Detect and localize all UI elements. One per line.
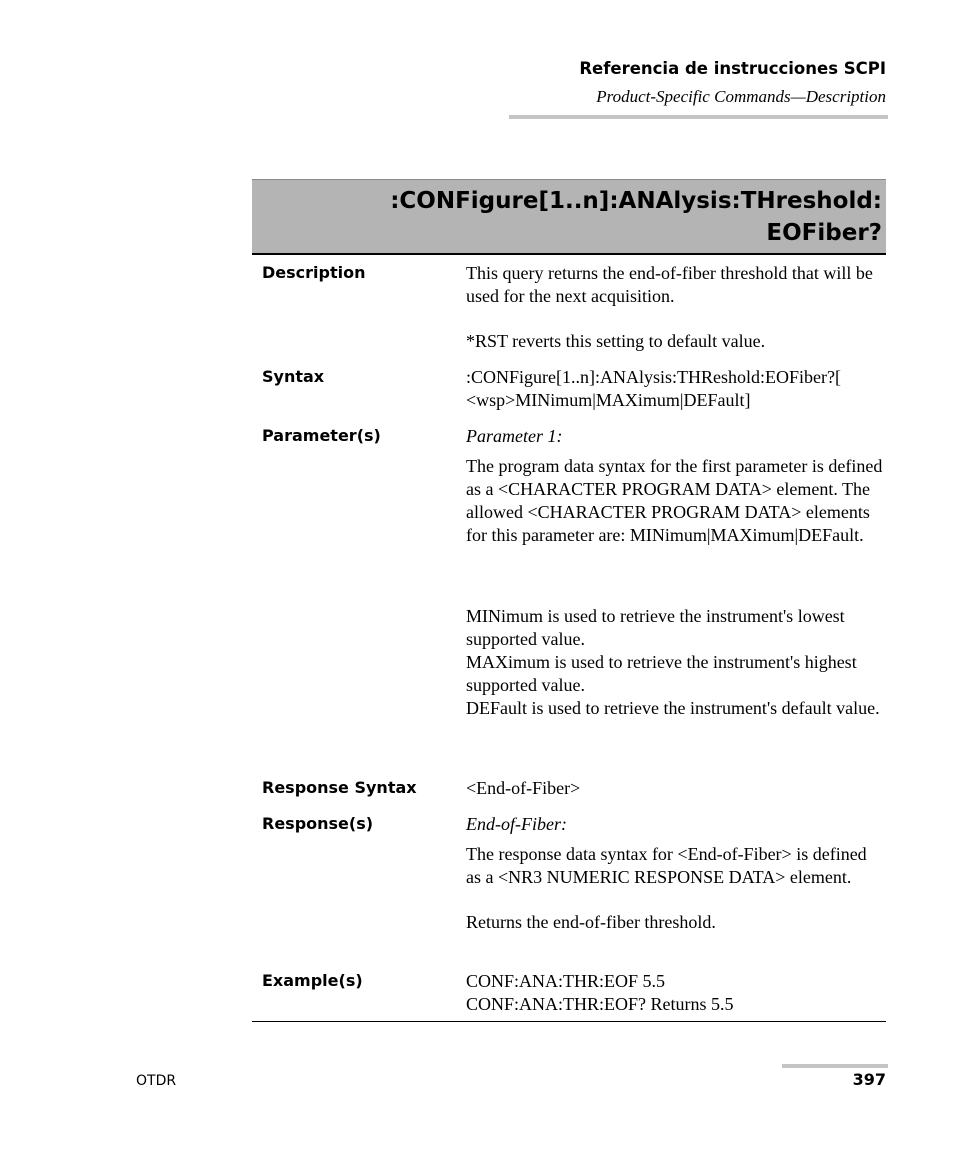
label-parameters: Parameter(s) [262,426,381,445]
response-definition: The response data syntax for <End-of-Fiber> is defined as a <NR3 NUMERIC RESPONSE DATA> element. [466,844,867,887]
table-bottom-rule [252,1021,886,1022]
content-examples [466,970,884,1016]
description-rst-note: *RST reverts this setting to default value. [466,331,766,351]
chapter-title: Referencia de instrucciones SCPI [579,59,886,78]
example-line-1: CONF:ANA:THR:EOF 5.5 [466,971,666,991]
label-examples: Example(s) [262,971,363,990]
parameter-maximum: MAXimum is used to retrieve the instrument's highest supported value. [466,652,857,695]
section-title: Product-Specific Commands—Description [596,87,886,106]
syntax-line-1: :CONFigure[1..n]:ANAlysis:THReshold:EOFiber?[ [466,367,841,387]
label-syntax: Syntax [262,367,325,386]
footer-product: OTDR [136,1073,177,1089]
label-description: Description [262,263,366,282]
response-heading: End-of-Fiber: [466,814,567,834]
content-parameters [466,425,884,720]
running-header [579,58,886,108]
header-rule [509,115,888,119]
footer-rule [782,1064,888,1068]
content-response-syntax [466,777,884,800]
content-syntax [466,366,884,412]
syntax-line-2: <wsp>MINimum|MAXimum|DEFault] [466,390,751,410]
parameter-heading: Parameter 1: [466,426,563,446]
parameter-default: DEFault is used to retrieve the instrument's default value. [466,698,880,718]
content-description [466,262,884,353]
command-title-bar [252,179,886,255]
response-returns: Returns the end-of-fiber threshold. [466,912,716,932]
response-syntax-text: <End-of-Fiber> [466,778,581,798]
description-text: This query returns the end-of-fiber threshold that will be used for the next acquisition. [466,263,873,306]
parameter-definition: The program data syntax for the first parameter is defined as a <CHARACTER PROGRAM DATA> element. The allowed <CHARACTER PROGRAM DATA> elements for this parameter are: MINimum|MAXimum|DEFault. [466,456,883,545]
example-line-2: CONF:ANA:THR:EOF? Returns 5.5 [466,994,734,1014]
command-title: :CONFigure[1..n]:ANAlysis:THreshold: EOFiber? [390,188,882,246]
parameter-minimum: MINimum is used to retrieve the instrument's lowest supported value. [466,606,845,649]
label-responses: Response(s) [262,814,374,833]
content-responses [466,813,884,934]
page-number: 397 [852,1070,886,1089]
label-response-syntax: Response Syntax [262,778,417,797]
